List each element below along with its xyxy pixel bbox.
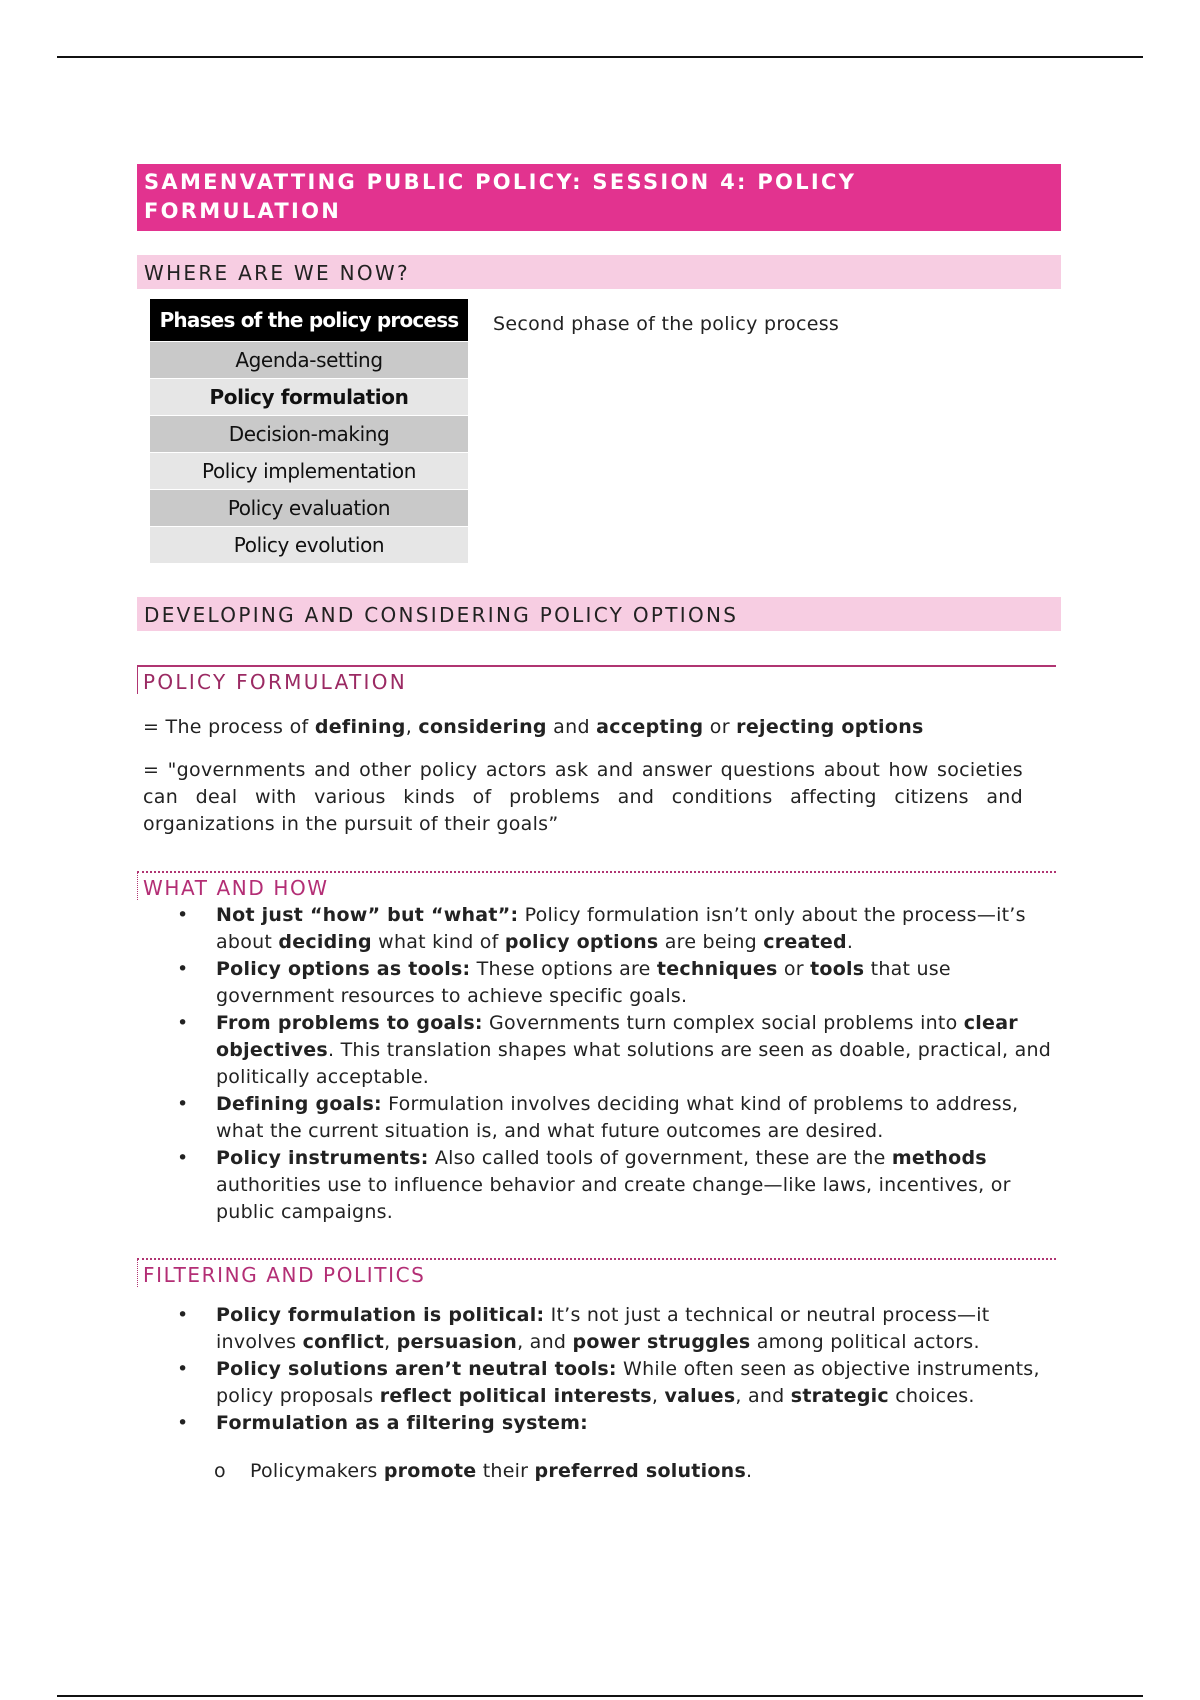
subheading-policy-formulation: POLICY FORMULATION xyxy=(137,665,1056,694)
phase-row: Policy evolution xyxy=(150,527,468,564)
list-item: • Not just “how” but “what”: Policy formulation isn’t only about the process—it’s about deciding what kind of policy options are being created. xyxy=(177,904,1026,953)
document-title: SAMENVATTING PUBLIC POLICY: SESSION 4: POLICY FORMULATION xyxy=(137,164,1061,231)
list-item: • Policy solutions aren’t neutral tools: While often seen as objective instruments, policy proposals reflect political interests, values, and strategic choices. xyxy=(177,1358,1040,1407)
sub-list-item: o Policymakers promote their preferred solutions. xyxy=(214,1460,753,1482)
filtering-list xyxy=(137,1302,1061,1437)
list-item: • Policy options as tools: These options are techniques or tools that use government resources to achieve specific goals. xyxy=(177,958,951,1007)
phase-row: Decision-making xyxy=(150,416,468,453)
definition-2: = "governments and other policy actors ask and answer questions about how societies can deal with various kinds of problems and conditions affecting citizens and organizations in the pursuit of their goals” xyxy=(143,759,1023,835)
phase-row: Policy implementation xyxy=(150,453,468,490)
phases-table-header: Phases of the policy process xyxy=(150,299,468,342)
bottom-rule xyxy=(57,1695,1143,1697)
definition-1: = The process of defining, considering and accepting or rejecting options xyxy=(143,716,924,738)
subheading-what-and-how: WHAT AND HOW xyxy=(137,871,1056,900)
document-body xyxy=(137,164,1061,1485)
heading-developing-options: DEVELOPING AND CONSIDERING POLICY OPTIONS xyxy=(137,597,1061,631)
heading-where-are-we-now: WHERE ARE WE NOW? xyxy=(137,255,1061,289)
list-item: • Policy formulation is political: It’s not just a technical or neutral process—it involves conflict, persuasion, and power struggles among political actors. xyxy=(177,1304,990,1353)
phases-block xyxy=(137,299,1061,563)
list-item: • Policy instruments: Also called tools of government, these are the methods authorities use to influence behavior and create change—like laws, incentives, or public campaigns. xyxy=(177,1147,1011,1223)
list-item: • Formulation as a filtering system: xyxy=(177,1412,589,1434)
what-and-how-list xyxy=(137,902,1061,1226)
phase-row: Agenda-setting xyxy=(150,342,468,379)
subheading-filtering-and-politics: FILTERING AND POLITICS xyxy=(137,1258,1056,1287)
phase-note: Second phase of the policy process xyxy=(493,313,840,335)
list-item: • From problems to goals: Governments turn complex social problems into clear objectives. This translation shapes what solutions are seen as doable, practical, and politically acceptable. xyxy=(177,1012,1052,1088)
phase-row-current: Policy formulation xyxy=(150,379,468,416)
top-rule xyxy=(57,56,1143,58)
list-item: • Defining goals: Formulation involves deciding what kind of problems to address, what the current situation is, and what future outcomes are desired. xyxy=(177,1093,1019,1142)
phase-row: Policy evaluation xyxy=(150,490,468,527)
phases-table xyxy=(150,299,468,563)
